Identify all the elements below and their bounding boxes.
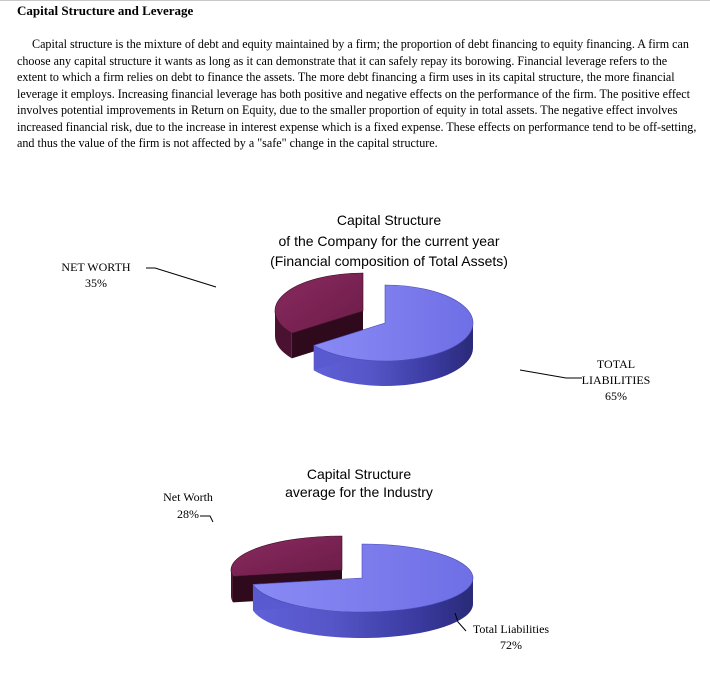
chart-title-line: (Financial composition of Total Assets) <box>270 253 508 269</box>
net-worth-slice <box>231 536 342 576</box>
chart-title-line: Capital Structure <box>336 212 442 228</box>
net-worth-leader-line <box>146 268 216 287</box>
company-capital-structure-chart <box>61 212 650 403</box>
total-liabilities-value-label: 72% <box>500 638 522 652</box>
net-worth-label: NET WORTH <box>61 260 131 274</box>
chart-title-line: Capital Structure <box>306 466 412 482</box>
total-liabilities-value-label: 65% <box>605 389 627 403</box>
total-liabilities-label: LIABILITIES <box>581 373 651 387</box>
chart-title-line: of the Company for the current year <box>278 233 500 249</box>
total-liabilities-leader-line <box>520 370 582 378</box>
chart-title-line: average for the Industry <box>285 484 433 500</box>
net-worth-leader-line <box>200 516 213 522</box>
total-liabilities-label: TOTAL <box>596 357 636 371</box>
section-paragraph: Capital structure is the mixture of debt and equity maintained by a firm; the proportion of debt financing to equity financing. A firm can choose any capital structure it wants as long as it can demonstrate that it can safely repay its borowing. Financial leverage refers to the extent to which a firm relies on debt to finance the assets. The more debt financing a firm uses in its capital structure, the more financial leverage it employs. Increasing financial leverage has both positive and negative effects on the performance of the firm. The positive effect involves potential improvements in Return on Equity, due to the smaller proportion of equity in total assets. The negative effect involves increased financial risk, due to the increase in interest expense which is a fixed expense. These effects on performance tend to be off-setting, and thus the value of the firm is not affected by a "safe" change in the capital structure. <box>17 37 697 150</box>
industry-capital-structure-chart <box>163 466 549 652</box>
section-heading: Capital Structure and Leverage <box>17 3 194 18</box>
net-worth-value-label: 35% <box>85 276 107 290</box>
net-worth-value-label: 28% <box>177 507 199 521</box>
net-worth-label: Net Worth <box>163 490 213 504</box>
total-liabilities-label: Total Liabilities <box>472 622 550 636</box>
